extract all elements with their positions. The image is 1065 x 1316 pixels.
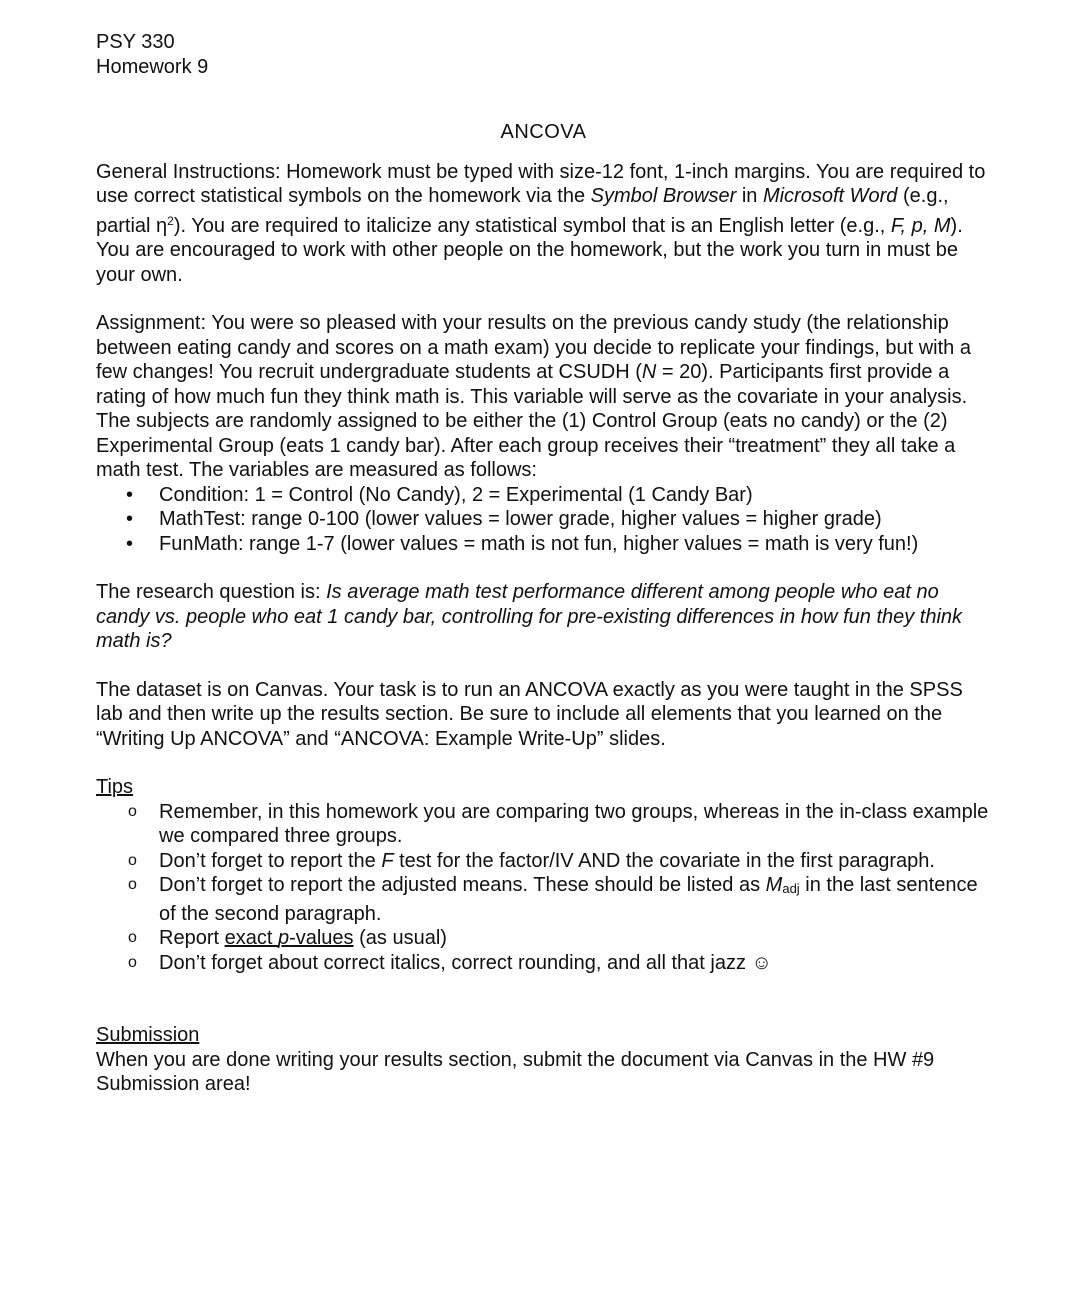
- list-item: o Remember, in this homework you are comparing two groups, whereas in the in-class example we compared three groups.: [128, 800, 989, 847]
- circle-bullet-icon: o: [128, 876, 137, 893]
- bullet-icon: •: [126, 483, 134, 506]
- list-item: o Don’t forget to report the F test for the factor/IV AND the covariate in the first paragraph.: [128, 849, 935, 872]
- variable-list: [96, 483, 991, 557]
- research-question-text: Is average math test performance different among people who eat no candy vs. people who eat 1 candy bar, controlling for pre-existing differences in how fun they think math is?: [96, 581, 963, 652]
- list-item: o Don’t forget to report the adjusted means. These should be listed as Madj in the last sentence of the second paragraph.: [128, 874, 978, 925]
- circle-bullet-icon: o: [128, 929, 137, 946]
- bullet-icon: •: [126, 508, 134, 530]
- tips-list: [96, 800, 991, 976]
- exact-p-values-text: exact p-values: [224, 927, 354, 949]
- general-instructions-label: General Instructions: [96, 160, 275, 183]
- assignment-paragraph: Assignment: You were so pleased with your results on the previous candy study (the relationship between eating candy and scores on a math exam) you decide to replicate your findings, but with a few changes! You recruit undergraduate students at CSUDH (N = 20). Participants first provide a rating of how much fun they think math is. This variable will serve as the covariate in your analysis. The subjects are randomly assigned to be either the (1) Control Group (eats no candy) or the (2) Experimental Group (eats 1 candy bar). After each group receives their “treatment” they all take a math test. The variables are measured as follows:: [96, 312, 971, 481]
- circle-bullet-icon: o: [128, 802, 137, 820]
- list-item: • MathTest: range 0-100 (lower values = lower grade, higher values = higher grade): [126, 508, 882, 530]
- document-page: [96, 30, 991, 1121]
- course-code: PSY 330: [96, 31, 175, 53]
- tips-heading: Tips: [96, 776, 134, 798]
- bullet-icon: •: [126, 532, 134, 555]
- dataset-paragraph: The dataset is on Canvas. Your task is to run an ANCOVA exactly as you were taught in the SPSS lab and then write up the results section. Be sure to include all elements that you learned on the “Writing Up ANCOVA” and “ANCOVA: Example Write-Up” slides.: [96, 678, 963, 750]
- submission-heading: Submission: [96, 1024, 200, 1046]
- research-question: [96, 580, 991, 654]
- circle-bullet-icon: o: [128, 953, 137, 971]
- list-item: • FunMath: range 1-7 (lower values = math is not fun, higher values = math is very fun!): [126, 532, 919, 555]
- general-instructions: General Instructions: Homework must be typed with size-12 font, 1-inch margins. You are required to use correct statistical symbols on the homework via the Symbol Browser in Microsoft Word (e.g., partial $\eta^2$). You are required to italicize any statistical symbol that is an English letter (e.g., F, p, M). You are encouraged to work with other people on the homework, but the work you turn in must be your own.: [96, 160, 986, 286]
- circle-bullet-icon: o: [128, 851, 137, 869]
- submission-section: [96, 1023, 991, 1097]
- list-item: o Report exact p-values (as usual): [128, 927, 447, 949]
- list-item: • Condition: 1 = Control (No Candy), 2 = Experimental (1 Candy Bar): [126, 483, 753, 506]
- document-title: ANCOVA: [500, 121, 587, 143]
- list-item: o Don’t forget about correct italics, correct rounding, and all that jazz ☺: [128, 951, 772, 974]
- assignment-label: Assignment:: [96, 312, 207, 334]
- research-question-label: The research question is:: [96, 581, 321, 603]
- submission-text: When you are done writing your results section, submit the document via Canvas in the HW #9 Submission area!: [96, 1048, 935, 1095]
- assignment-number: Homework 9: [96, 55, 209, 78]
